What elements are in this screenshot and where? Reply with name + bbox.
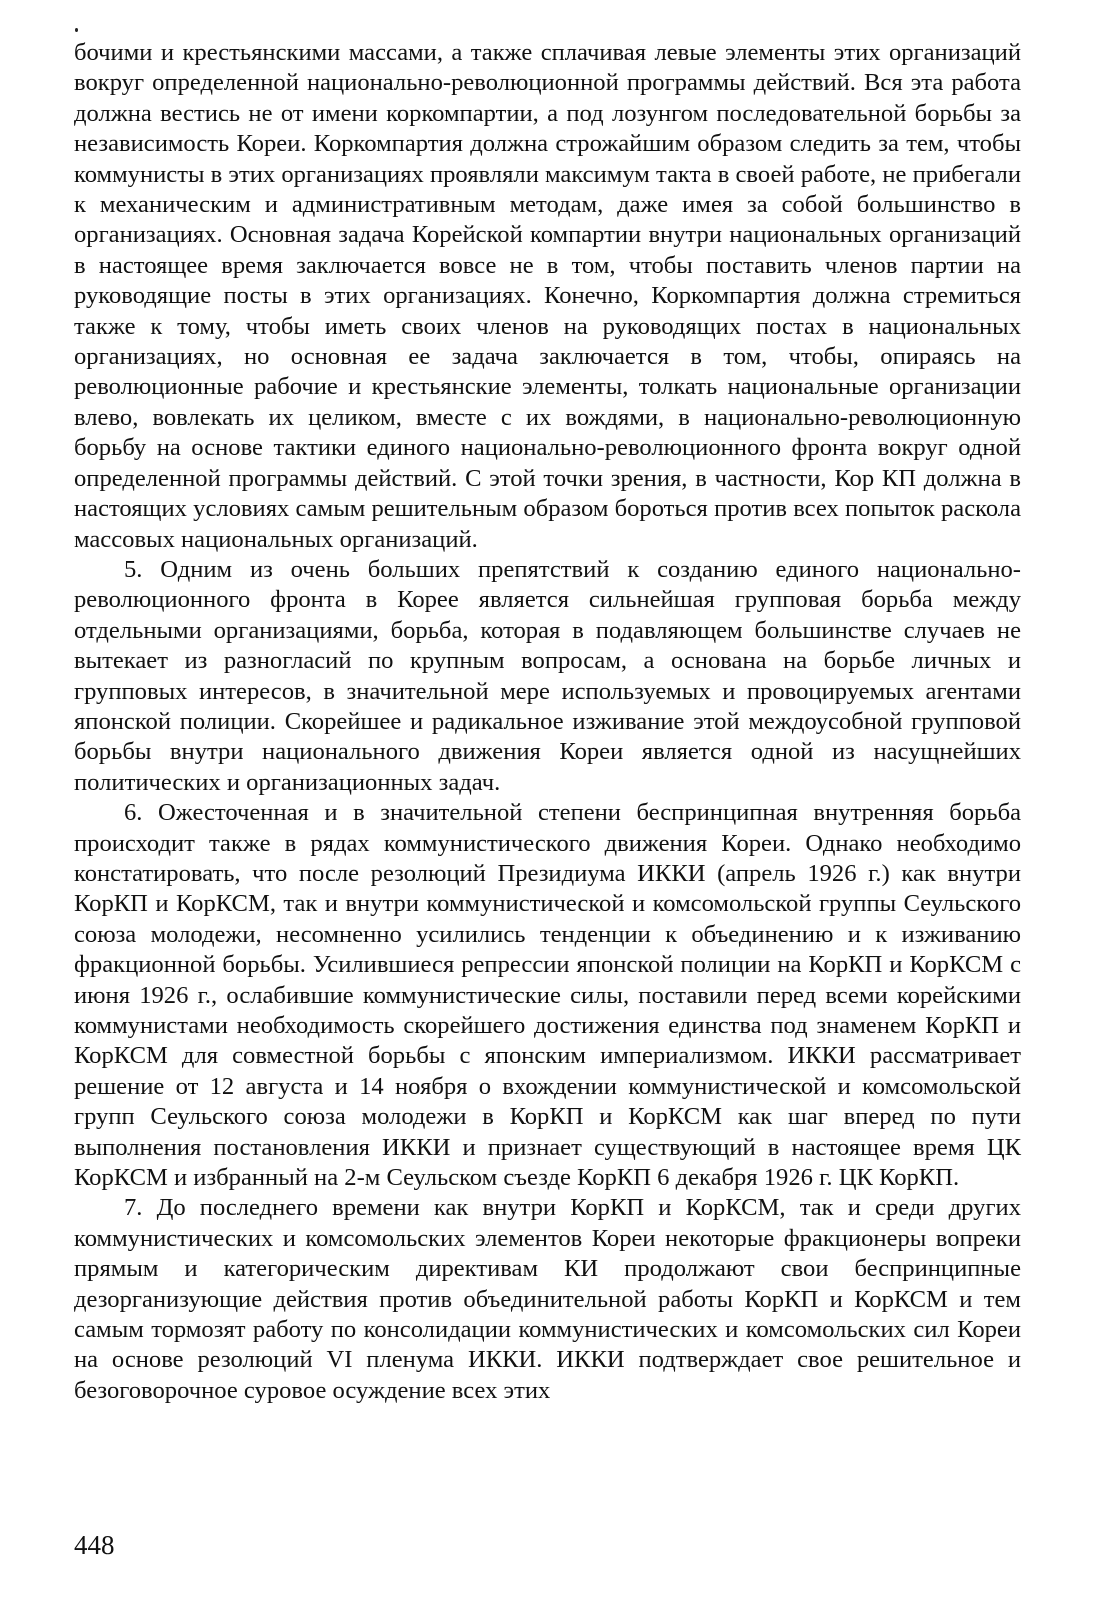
document-body (74, 38, 1021, 1406)
print-speck (75, 28, 78, 32)
paragraph-item-6: 6. Ожесточенная и в значительной степени беспринципная внутренняя борьба происходит также в рядах коммунистического движения Кореи. Однако необходимо констатировать, что после резолюций Президиума ИККИ (апрель 1926 г.) как внутри КорКП и КорКСМ, так и внутри коммунистической и комсомольской группы Сеульского союза молодежи, несомненно усилились тенденции к объединению и к изживанию фракционной борьбы. Усилившиеся репрессии японской полиции на КорКП и КорКСМ с июня 1926 г., ослабившие коммунистические силы, поставили перед всеми корейскими коммунистами необходимость скорейшего достижения единства под знаменем КорКП и КорКСМ для совместной борьбы с японским империализмом. ИККИ рассматривает решение от 12 августа и 14 ноября о вхождении коммунистической и комсомольской групп Сеульского союза молодежи в КорКП и КорКСМ как шаг вперед по пути выполнения постановления ИККИ и признает существующий в настоящее время ЦК КорКСМ и избранный на 2-м Сеульском съезде КорКП 6 декабря 1926 г. ЦК КорКП. (74, 799, 1021, 1192)
page-number: 448 (74, 1530, 115, 1560)
paragraph-item-5: 5. Одним из очень больших препятствий к созданию единого национально-революционного фронта в Корее является сильнейшая групповая борьба между отдельными организациями, борьба, которая в подавляющем большинстве случаев не вытекает из разногласий по крупным вопросам, а основана на борьбе личных и групповых интересов, в значительной мере используемых и провоцируемых агентами японской полиции. Скорейшее и радикальное изживание этой междоусобной групповой борьбы внутри национального движения Кореи является одной из насущнейших политических и организационных задач. (74, 555, 1021, 796)
paragraph-item-7: 7. До последнего времени как внутри КорКП и КорКСМ, так и среди других коммунистических и комсомольских элементов Кореи некоторые фракционеры вопреки прямым и категорическим директивам КИ продолжают свои беспринципные дезорганизующие действия против объединительной работы КорКП и КорКСМ и тем самым тормозят работу по консолидации коммунистических и комсомольских сил Кореи на основе резолюций VI пленума ИККИ. ИККИ подтверждает свое решительное и безоговорочное суровое осуждение всех этих (74, 1194, 1021, 1404)
paragraph-continuation: бочими и крестьянскими массами, а также сплачивая левые элементы этих организаций вокруг определенной национально-революционной программы действий. Вся эта работа должна вестись не от имени коркомпартии, а под лозунгом последовательной борьбы за независимость Кореи. Коркомпартия должна строжайшим образом следить за тем, чтобы коммунисты в этих организациях проявляли максимум такта в своей работе, не прибегали к механическим и административным методам, даже имея за собой большинство в организациях. Основная задача Корейской компартии внутри национальных организаций в настоящее время заключается вовсе не в том, чтобы поставить членов партии на руководящие посты в этих организациях. Конечно, Коркомпартия должна стремиться также к тому, чтобы иметь своих членов на руководящих постах в национальных организациях, но основная ее задача заключается в том, чтобы, опираясь на революционные рабочие и крестьянские элементы, толкать национальные организации влево, вовлекать их целиком, вместе с их вождями, в национально-революционную борьбу на основе тактики единого национально-революционного фронта вокруг одной определенной программы действий. С этой точки зрения, в частности, Кор КП должна в настоящих условиях самым решительным образом бороться против всех попыток раскола массовых национальных организаций. (74, 39, 1021, 553)
